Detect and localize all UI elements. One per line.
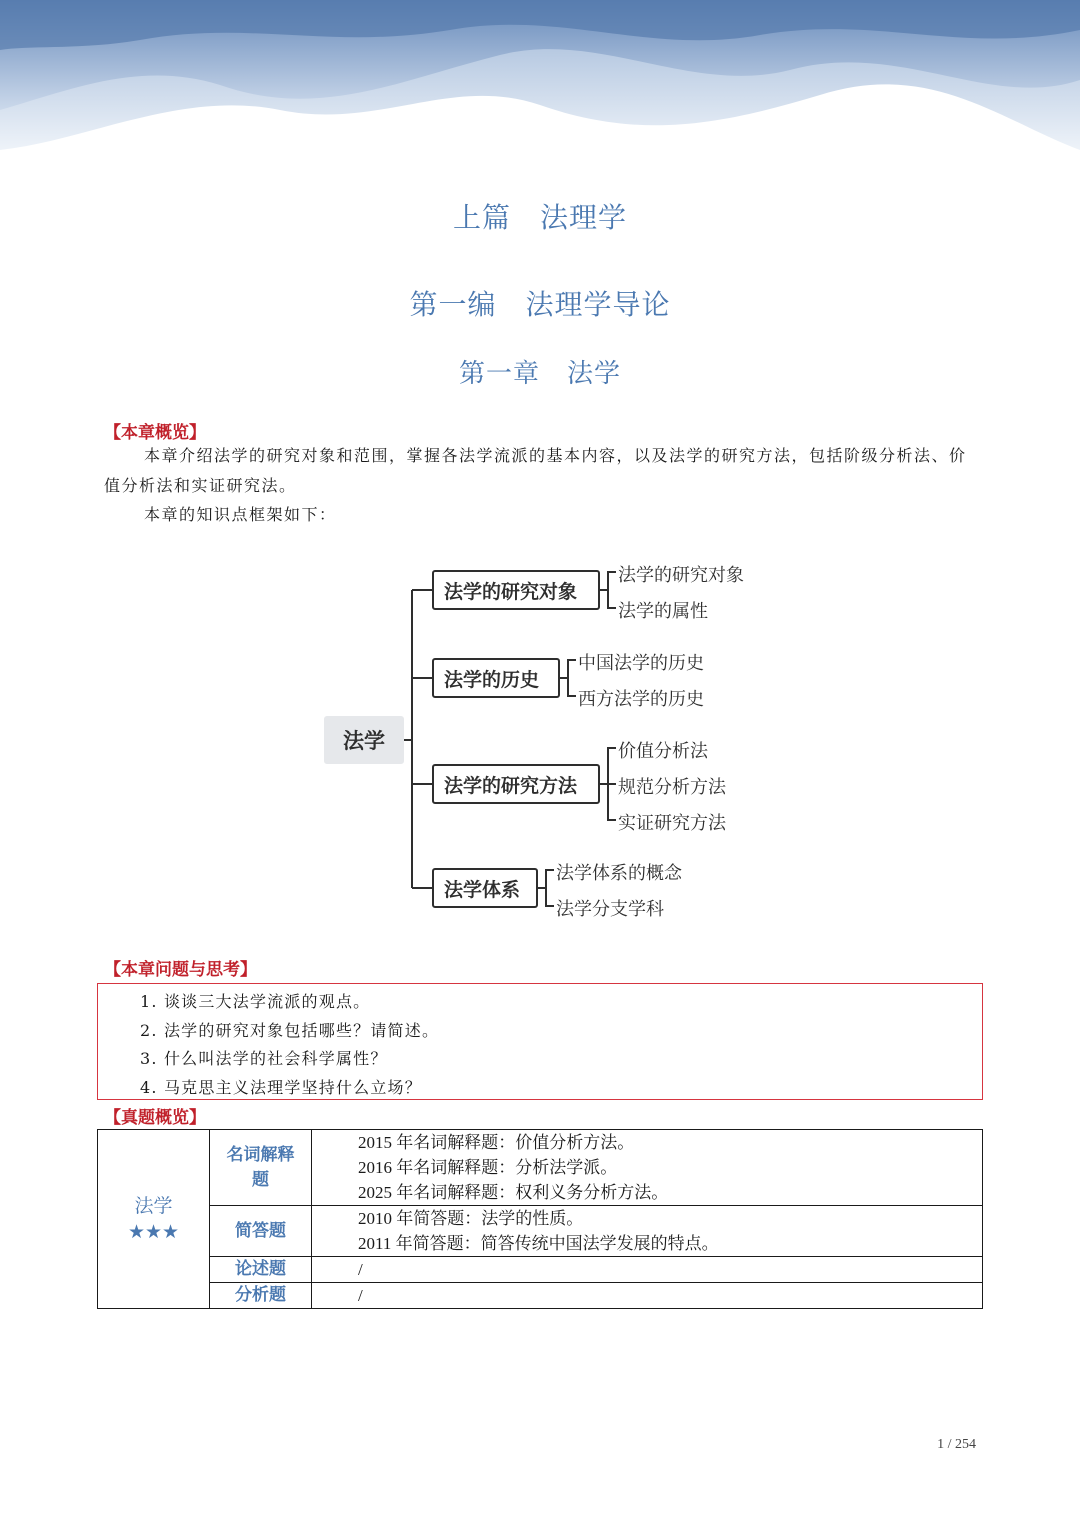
table-row <box>98 1130 983 1206</box>
page-number: 1 / 254 <box>937 1437 976 1452</box>
exam-item: 2010 年简答题：法学的性质。 <box>358 1209 584 1228</box>
mindmap-leaf: 法学体系的概念 <box>556 863 682 884</box>
question-item: 2. 法学的研究对象包括哪些？请简述。 <box>140 1020 440 1040</box>
question-type: 简答题 <box>210 1206 312 1257</box>
subject-name: 法学 <box>134 1195 173 1217</box>
framework-intro: 本章的知识点框架如下： <box>144 505 337 524</box>
part-title: 上篇 法理学 <box>452 201 627 234</box>
mindmap-leaf: 中国法学的历史 <box>578 653 704 674</box>
exam-items <box>312 1130 983 1206</box>
exam-overview-table <box>97 1129 983 1309</box>
question-type: 论述题 <box>210 1257 312 1283</box>
overview-heading: 【本章概览】 <box>104 423 206 443</box>
question-type <box>210 1130 312 1206</box>
mindmap-leaf: 实证研究方法 <box>618 813 726 834</box>
table-row <box>98 1283 983 1309</box>
exam-overview-heading: 【真题概览】 <box>104 1108 206 1128</box>
question-type: 分析题 <box>210 1283 312 1309</box>
knowledge-framework-mindmap <box>320 548 780 928</box>
subject-cell <box>98 1130 210 1309</box>
mindmap-leaf: 法学的研究对象 <box>618 565 744 586</box>
volume-title: 第一编 法理学导论 <box>409 288 671 321</box>
header-wave-decoration <box>0 0 1080 170</box>
mindmap-leaf: 规范分析方法 <box>618 777 726 798</box>
exam-item: 2016 年名词解释题：分析法学派。 <box>358 1158 618 1177</box>
exam-item: 2025 年名词解释题：权利义务分析方法。 <box>358 1183 669 1202</box>
mindmap-root: 法学 <box>324 716 404 764</box>
chapter-title: 第一章 法学 <box>458 359 621 389</box>
question-item: 4. 马克思主义法理学坚持什么立场？ <box>140 1077 422 1097</box>
mindmap-leaf: 价值分析法 <box>618 741 708 762</box>
exam-item: / <box>312 1283 983 1309</box>
table-row <box>98 1206 983 1257</box>
mindmap-branch-research-object: 法学的研究对象 <box>432 570 600 610</box>
mindmap-leaf: 西方法学的历史 <box>578 689 704 710</box>
question-item: 1. 谈谈三大法学流派的观点。 <box>140 992 371 1011</box>
exam-item: 2011 年简答题：简答传统中国法学发展的特点。 <box>358 1234 719 1253</box>
mindmap-branch-research-method: 法学的研究方法 <box>432 764 600 804</box>
mindmap-leaf: 法学分支学科 <box>556 899 664 920</box>
mindmap-branch-history: 法学的历史 <box>432 658 560 698</box>
questions-box <box>97 983 983 1100</box>
exam-item: 2015 年名词解释题：价值分析方法。 <box>358 1133 635 1152</box>
questions-heading: 【本章问题与思考】 <box>104 960 257 980</box>
exam-item: / <box>312 1257 983 1283</box>
subject-stars: ★★★ <box>127 1221 180 1243</box>
question-item: 3. 什么叫法学的社会科学属性？ <box>140 1049 388 1068</box>
mindmap-branch-system: 法学体系 <box>432 868 538 908</box>
overview-paragraph: 本章介绍法学的研究对象和范围，掌握各法学流派的基本内容，以及法学的研究方法，包括阶级分析法、价值分析法和实证研究法。 <box>104 446 967 495</box>
question-type-label: 名词解释题 <box>226 1144 295 1190</box>
table-row <box>98 1257 983 1283</box>
exam-items <box>312 1206 983 1257</box>
mindmap-leaf: 法学的属性 <box>618 601 708 622</box>
